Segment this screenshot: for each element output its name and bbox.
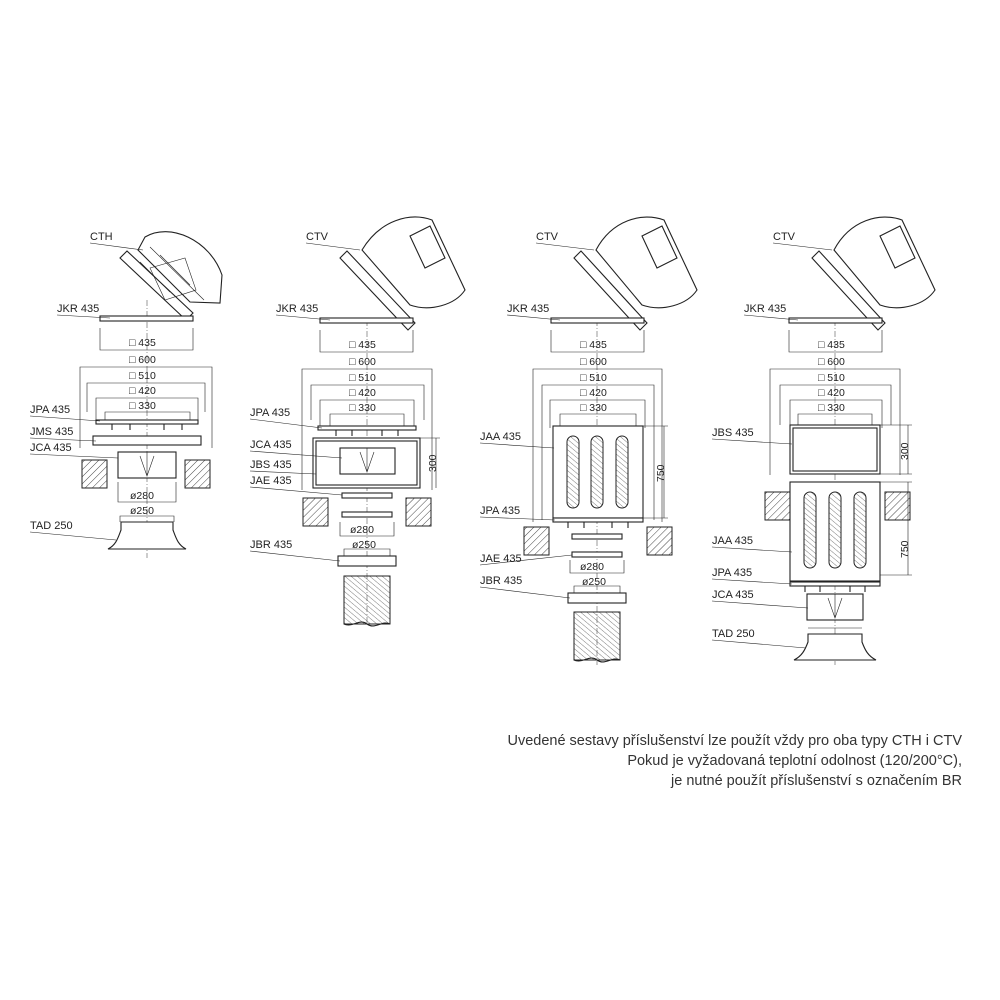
ctv-fan-unit [574, 217, 697, 330]
dim-square-510: □ 510 [818, 372, 845, 384]
dim-square-600: □ 600 [818, 356, 845, 368]
dim-square-330: □ 330 [818, 402, 845, 414]
dim-dia-280: ø280 [350, 524, 374, 536]
label-jpa: JPA 435 [712, 567, 753, 579]
ctv-fan-unit [340, 217, 465, 330]
ctv-fan-unit [812, 217, 935, 330]
dim-square-510: □ 510 [129, 370, 156, 382]
dim-square-510: □ 510 [580, 372, 607, 384]
label-jpa: JPA 435 [250, 407, 291, 419]
label-jca: JCA 435 [250, 439, 292, 451]
label-ctv: CTV [773, 231, 795, 243]
dim-square-330: □ 330 [349, 402, 376, 414]
label-jbs: JBS 435 [250, 459, 292, 471]
dim-square-600: □ 600 [129, 354, 156, 366]
dim-square-435: □ 435 [818, 339, 845, 351]
dim-height-300: 300 [899, 442, 911, 460]
dim-square-435: □ 435 [129, 337, 156, 349]
dim-square-435: □ 435 [349, 339, 376, 351]
assembly-ctv-b [480, 217, 697, 665]
label-jpa: JPA 435 [480, 505, 521, 517]
dim-square-420: □ 420 [580, 387, 607, 399]
dim-height-750: 750 [899, 540, 911, 558]
label-jbs: JBS 435 [712, 427, 754, 439]
label-jkr: JKR 435 [276, 303, 319, 315]
label-jbr: JBR 435 [480, 575, 523, 587]
label-ctv: CTV [306, 231, 328, 243]
assembly-ctv-a [250, 217, 465, 626]
dim-square-435: □ 435 [580, 339, 607, 351]
label-jaa: JAA 435 [712, 535, 753, 547]
dim-dia-250: ø250 [582, 576, 606, 588]
label-jae: JAE 435 [250, 475, 292, 487]
dim-height-300: 300 [427, 454, 439, 472]
assembly-ctv-c [712, 217, 935, 665]
dim-dia-280: ø280 [130, 490, 154, 502]
dim-dia-250: ø250 [130, 505, 154, 517]
label-tad: TAD 250 [712, 628, 755, 640]
dim-square-420: □ 420 [818, 387, 845, 399]
label-jkr: JKR 435 [507, 303, 550, 315]
label-ctv: CTV [536, 231, 558, 243]
label-jbr: JBR 435 [250, 539, 293, 551]
label-jca: JCA 435 [712, 589, 754, 601]
label-jaa: JAA 435 [480, 431, 521, 443]
dim-square-600: □ 600 [580, 356, 607, 368]
label-tad: TAD 250 [30, 520, 73, 532]
accessory-note [362, 731, 962, 791]
dim-square-330: □ 330 [580, 402, 607, 414]
cth-fan-unit [120, 232, 222, 320]
label-jkr: JKR 435 [744, 303, 787, 315]
assembly-cth [30, 231, 222, 558]
dim-dia-280: ø280 [580, 561, 604, 573]
label-jae: JAE 435 [480, 553, 522, 565]
dim-height-750: 750 [655, 464, 667, 482]
label-jkr: JKR 435 [57, 303, 100, 315]
dim-square-510: □ 510 [349, 372, 376, 384]
note-line: Uvedené sestavy příslušenství lze použít vždy pro oba typy CTH i CTV [507, 733, 962, 749]
label-jms: JMS 435 [30, 426, 74, 438]
dim-square-420: □ 420 [349, 387, 376, 399]
dim-square-600: □ 600 [349, 356, 376, 368]
dim-square-420: □ 420 [129, 385, 156, 397]
dim-square-330: □ 330 [129, 400, 156, 412]
label-jpa: JPA 435 [30, 404, 71, 416]
note-line: Pokud je vyžadovaná teplotní odolnost (120/200°C), [627, 753, 962, 769]
label-cth: CTH [90, 231, 113, 243]
label-jca: JCA 435 [30, 442, 72, 454]
note-line: je nutné použít příslušenství s označením BR [671, 773, 962, 789]
dim-dia-250: ø250 [352, 539, 376, 551]
